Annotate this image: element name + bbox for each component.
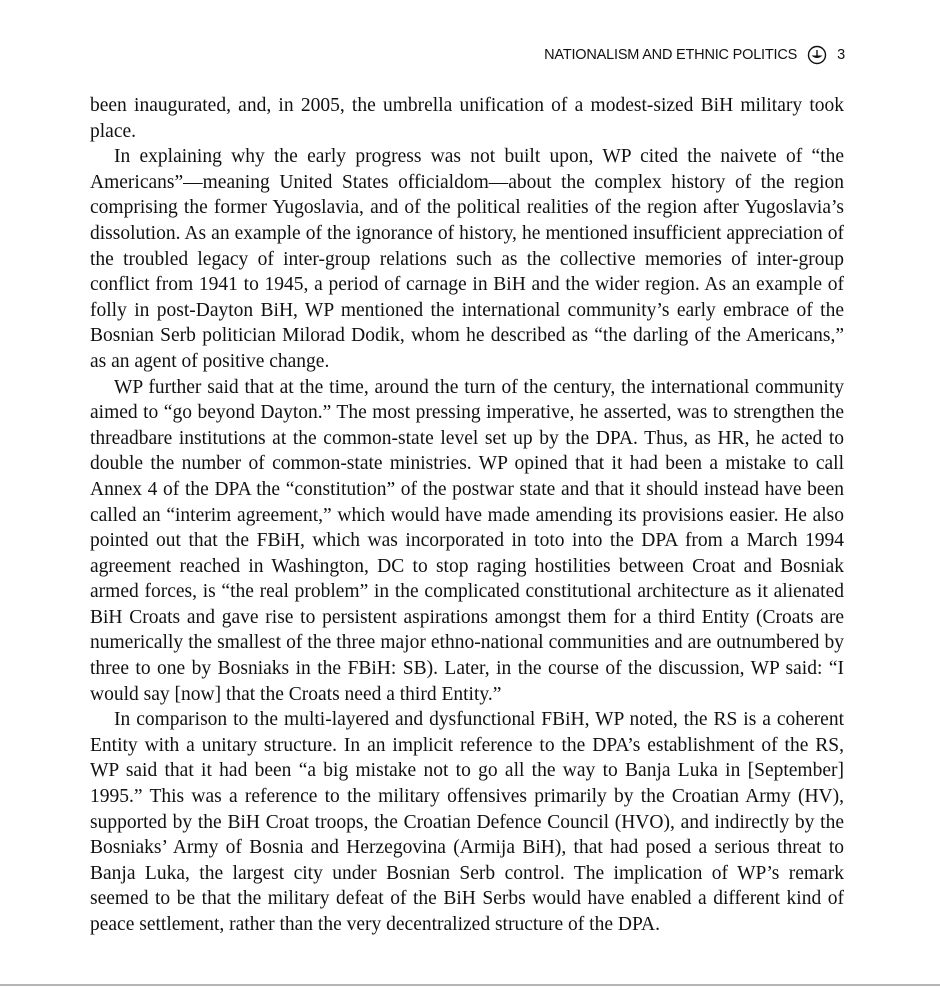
page-bottom-divider: [0, 984, 940, 986]
publisher-logo-icon: [807, 45, 827, 65]
body-text: [90, 93, 844, 938]
paragraph: been inaugurated, and, in 2005, the umbrella unification of a modest-sized BiH military took place.: [90, 95, 844, 142]
paragraph: In explaining why the early progress was not built upon, WP cited the naivete of “the Americans”—meaning United States officialdom—about the complex history of the region comprising the former Yugoslavia, and of the political realities of the region after Yugoslavia’s dissolution. As an example of the ignorance of history, he mentioned insufficient appreciation of the troubled legacy of inter-group relations such as the collective memories of inter-group conflict from 1941 to 1945, a period of carnage in BiH and the wider region. As an example of folly in post-Dayton BiH, WP mentioned the international community’s early embrace of the Bosnian Serb politician Milorad Dodik, whom he described as “the darling of the Americans,” as an agent of positive change.: [90, 146, 844, 372]
paragraph: WP further said that at the time, around the turn of the century, the international community aimed to “go beyond Dayton.” The most pressing imperative, he asserted, was to strengthen the threadbare institutions at the common-state level set up by the DPA. Thus, as HR, he acted to double the number of common-state ministries. WP opined that it had been a mistake to call Annex 4 of the DPA the “constitution” of the postwar state and that it should instead have been called an “interim agreement,” which would have made amending its provisions easier. He also pointed out that the FBiH, which was incorporated in toto into the DPA from a March 1994 agreement reached in Washington, DC to stop raging hostilities between Croat and Bosniak armed forces, is “the real problem” in the complicated constitutional architecture as it alienated BiH Croats and gave rise to persistent aspirations amongst them for a third Entity (Croats are numerically the smallest of the three major ethno-national communities and are outnumbered by three to one by Bosniaks in the FBiH: SB). Later, in the course of the discussion, WP said: “I would say [now] that the Croats need a third Entity.”: [90, 376, 844, 705]
running-head-title: NATIONALISM AND ETHNIC POLITICS: [544, 47, 798, 63]
paragraph: In comparison to the multi-layered and dysfunctional FBiH, WP noted, the RS is a coherent Entity with a unitary structure. In an implicit reference to the DPA’s establishment of the RS, WP said that it had been “a big mistake not to go all the way to Banja Luka in [September] 1995.” This was a reference to the military offensives primarily by the Croatian Army (HV), supported by the BiH Croat troops, the Croatian Defence Council (HVO), and indirectly by the Bosniaks’ Army of Bosnia and Herzegovina (Armija BiH), that had posed a serious threat to Banja Luka, the largest city under Bosnian Serb control. The implication of WP’s remark seemed to be that the military defeat of the BiH Serbs would have enabled a different kind of peace settlement, rather than the very decentralized structure of the DPA.: [90, 709, 844, 935]
page-number: 3: [837, 47, 845, 63]
running-head: [544, 45, 845, 65]
